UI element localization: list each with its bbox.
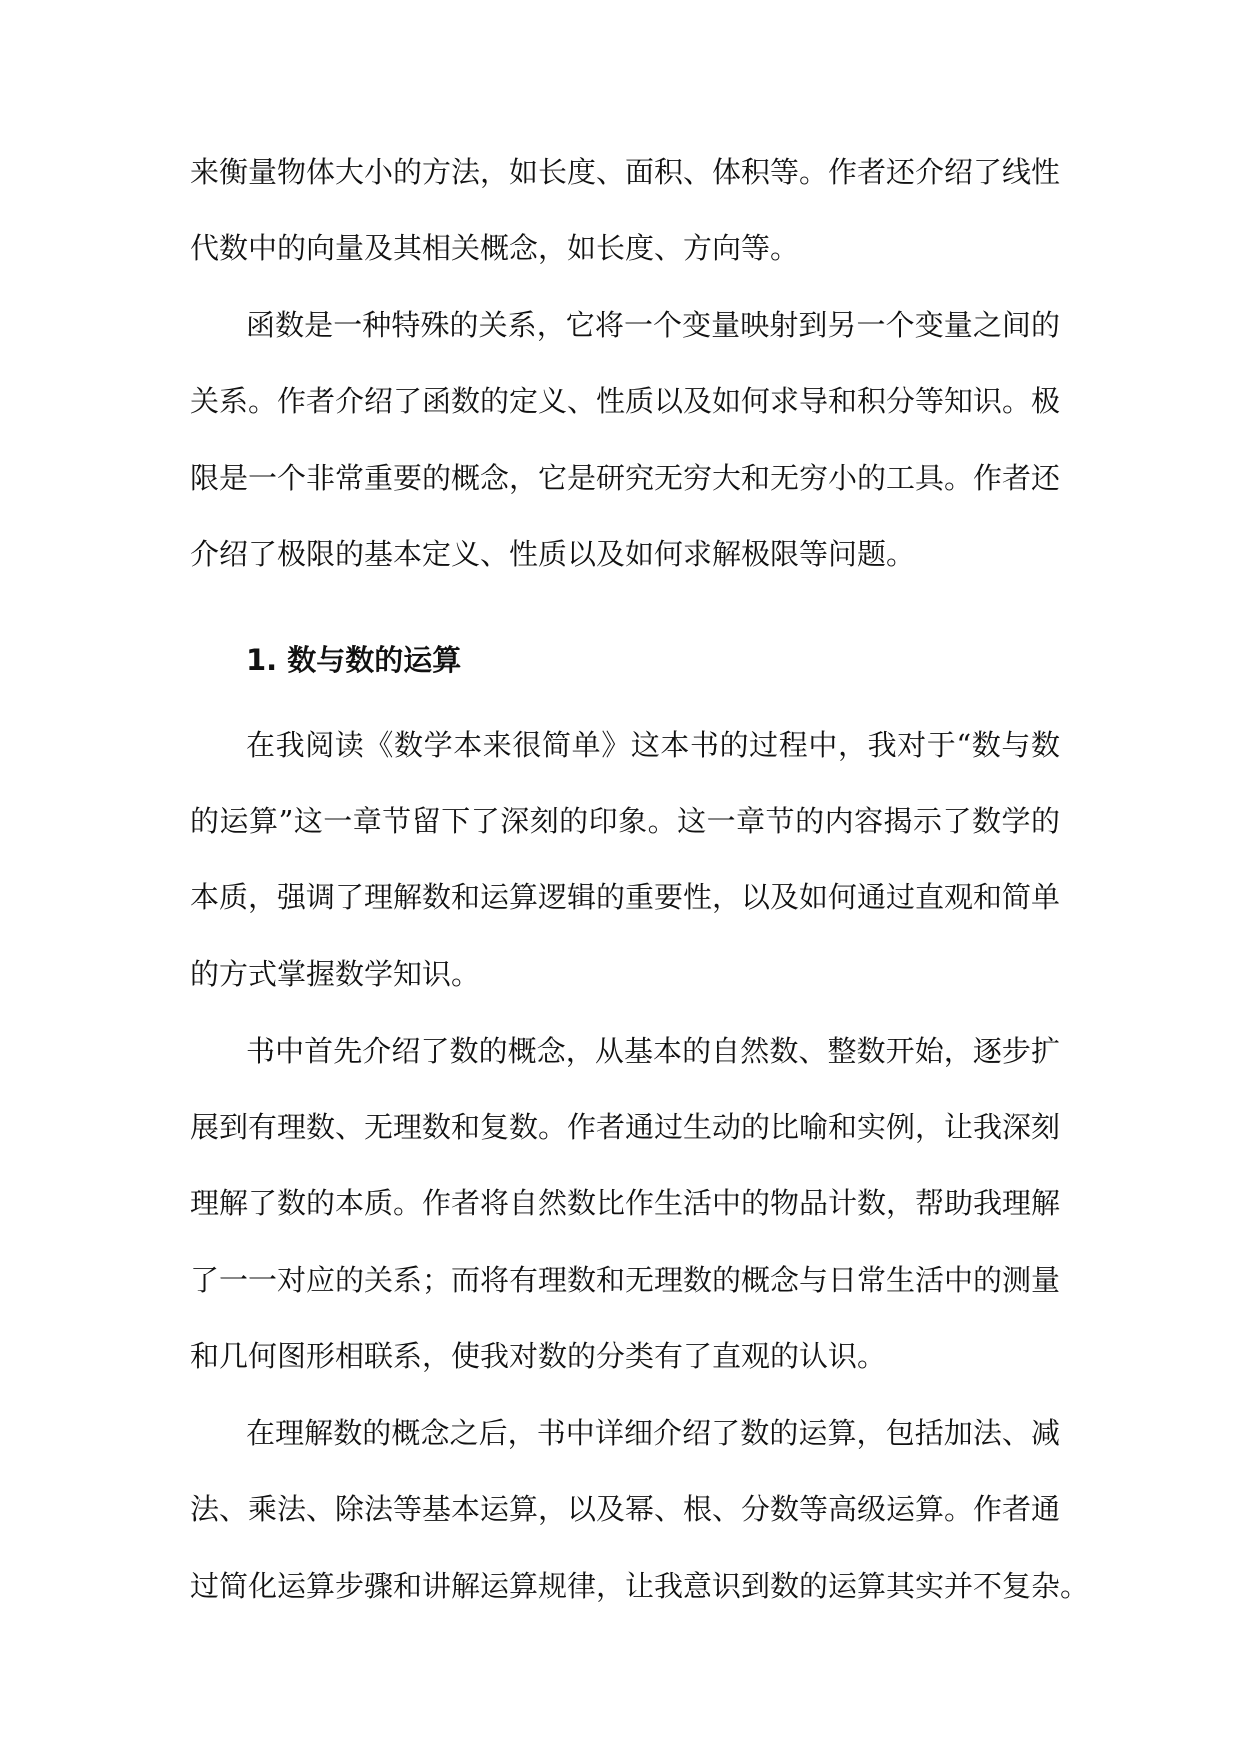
text-line: 的运算”这一章节留下了深刻的印象。这一章节的内容揭示了数学的 [190, 804, 1060, 838]
text-line: 书中首先介绍了数的概念，从基本的自然数、整数开始，逐步扩 [246, 1034, 1060, 1068]
text-line: 法、乘法、除法等基本运算，以及幂、根、分数等高级运算。作者通 [190, 1492, 1061, 1526]
text-line: 过简化运算步骤和讲解运算规律，让我意识到数的运算其实并不复杂。 [190, 1569, 1090, 1603]
text-line: 展到有理数、无理数和复数。作者通过生动的比喻和实例，让我深刻 [190, 1110, 1061, 1144]
text-line: 在我阅读《数学本来很简单》这本书的过程中，我对于“数与数 [246, 728, 1060, 762]
text-line: 介绍了极限的基本定义、性质以及如何求解极限等问题。 [190, 537, 916, 571]
text-line: 和几何图形相联系，使我对数的分类有了直观的认识。 [190, 1339, 887, 1373]
text-line: 的方式掌握数学知识。 [190, 957, 481, 991]
text-line: 本质，强调了理解数和运算逻辑的重要性，以及如何通过直观和简单 [190, 880, 1061, 914]
text-line: 关系。作者介绍了函数的定义、性质以及如何求导和积分等知识。极 [190, 384, 1061, 418]
text-line: 了一一对应的关系；而将有理数和无理数的概念与日常生活中的测量 [190, 1263, 1061, 1297]
section-heading: 1. 数与数的运算 [246, 643, 462, 677]
text-line: 理解了数的本质。作者将自然数比作生活中的物品计数，帮助我理解 [190, 1186, 1061, 1220]
text-line: 函数是一种特殊的关系，它将一个变量映射到另一个变量之间的 [246, 308, 1060, 342]
text-line: 代数中的向量及其相关概念，如长度、方向等。 [190, 231, 800, 265]
text-line: 限是一个非常重要的概念，它是研究无穷大和无穷小的工具。作者还 [190, 461, 1061, 495]
text-line: 来衡量物体大小的方法，如长度、面积、体积等。作者还介绍了线性 [190, 155, 1061, 189]
text-line: 在理解数的概念之后，书中详细介绍了数的运算，包括加法、减 [246, 1416, 1060, 1450]
